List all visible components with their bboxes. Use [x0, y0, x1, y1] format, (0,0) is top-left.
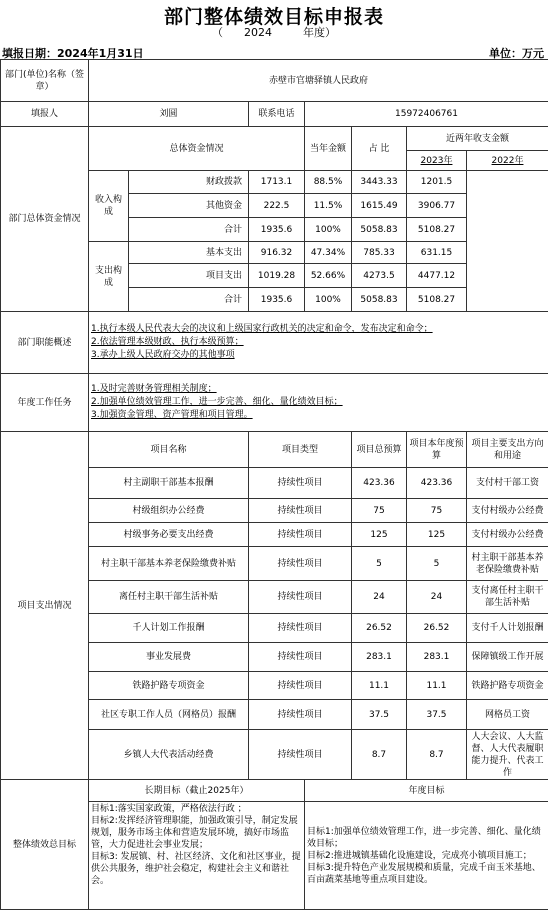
year1-label: 2023年	[407, 151, 467, 171]
project-type: 持续性项目	[249, 468, 352, 499]
tasks-label: 年度工作任务	[1, 374, 89, 432]
tasks-list	[89, 374, 548, 432]
annual-goal-item: 目标1:加强单位绩效管理工作，进一步完善、细化、量化绩效目标；	[307, 826, 541, 849]
income-ratio: 11.5%	[305, 194, 352, 218]
performance-form-table	[0, 59, 548, 910]
expense-y1: 785.33	[352, 242, 407, 264]
expense-label: 支出构成	[89, 242, 129, 312]
expense-ratio: 52.66%	[305, 264, 352, 288]
project-type: 持续性项目	[249, 581, 352, 614]
income-y2: 3906.77	[407, 194, 467, 218]
functions-label: 部门职能概述	[1, 312, 89, 374]
income-amount: 1713.1	[249, 171, 305, 194]
project-type: 持续性项目	[249, 730, 352, 780]
project-year: 75	[407, 499, 467, 523]
project-year: 8.7	[407, 730, 467, 780]
expense-y1: 5058.83	[352, 288, 407, 312]
long-goal-label: 长期目标（截止2025年）	[89, 780, 305, 802]
subtitle-close: 年度）	[303, 26, 336, 39]
form-year: 2024	[244, 26, 272, 39]
function-item: 1.执行本级人民代表大会的决议和上级国家行政机关的决定和命令，发布决定和命令；	[91, 324, 433, 334]
project-purpose: 支付村级办公经费	[467, 499, 548, 523]
project-total: 75	[352, 499, 407, 523]
dept-label: 部门(单位)名称（签章）	[1, 60, 89, 102]
long-goal-item: 目标2:发挥经济管理职能，加强政策引导，制定发展规划，服务市场主体和营造发展环境，搞好市场监管，大力促进社会事业发展；	[91, 816, 298, 850]
unit-label: 单位：万元	[489, 47, 544, 60]
expense-amount: 1935.6	[249, 288, 305, 312]
task-item: 2.加强单位绩效管理工作，进一步完善、细化、量化绩效目标；	[91, 397, 343, 407]
project-name: 村主职干部基本养老保险缴费补贴	[89, 547, 249, 581]
income-label: 收入构成	[89, 171, 129, 242]
project-name: 乡镇人大代表活动经费	[89, 730, 249, 780]
project-type: 持续性项目	[249, 614, 352, 643]
funds-section-label: 部门总体资金情况	[1, 127, 89, 312]
ratio-label: 占 比	[352, 127, 407, 171]
funds-overall-label: 总体资金情况	[89, 127, 305, 171]
expense-ratio: 100%	[305, 288, 352, 312]
project-name: 村主副职干部基本报酬	[89, 468, 249, 499]
project-total: 11.1	[352, 672, 407, 700]
form-title: 部门整体绩效目标申报表	[163, 6, 384, 28]
long-goal-item: 目标3: 发展镇、村、社区经济、文化和社区事业，提供公共服务，维护社会稳定，构建社会主义和谐社会。	[91, 852, 301, 886]
project-purpose: 保障镇级工作开展	[467, 643, 548, 672]
project-year: 125	[407, 523, 467, 547]
annual-goal-item: 目标2:推进城镇基础化设施建设，完成亮小镇项目施工；	[307, 850, 532, 861]
subtitle-open: （	[212, 26, 223, 39]
project-purpose: 村主职干部基本养老保险缴费补贴	[467, 547, 548, 581]
project-name: 事业发展费	[89, 643, 249, 672]
expense-ratio: 47.34%	[305, 242, 352, 264]
functions-row	[1, 312, 548, 374]
expense-name: 项目支出	[129, 264, 249, 288]
income-y1: 3443.33	[352, 171, 407, 194]
project-year: 26.52	[407, 614, 467, 643]
expense-y2: 5108.27	[407, 288, 467, 312]
phone-value: 15972406761	[305, 102, 548, 127]
income-y1: 1615.49	[352, 194, 407, 218]
project-name-header: 项目名称	[89, 432, 249, 468]
project-type: 持续性项目	[249, 700, 352, 730]
phone-label: 联系电话	[249, 102, 305, 127]
dept-name: 赤壁市官塘驿镇人民政府	[89, 60, 548, 102]
project-name: 村级事务必要支出经费	[89, 523, 249, 547]
project-type: 持续性项目	[249, 499, 352, 523]
project-total-header: 项目总预算	[352, 432, 407, 468]
project-total: 423.36	[352, 468, 407, 499]
project-year: 37.5	[407, 700, 467, 730]
expense-name: 合计	[129, 288, 249, 312]
expense-amount: 916.32	[249, 242, 305, 264]
income-ratio: 88.5%	[305, 171, 352, 194]
projects-label: 项目支出情况	[1, 432, 89, 780]
contact-row	[1, 102, 548, 127]
project-total: 283.1	[352, 643, 407, 672]
project-year: 283.1	[407, 643, 467, 672]
income-y1: 5058.83	[352, 218, 407, 242]
filler-label: 填报人	[1, 102, 89, 127]
project-purpose: 铁路护路专项资金	[467, 672, 548, 700]
task-item: 1.及时完善财务管理相关制度；	[91, 384, 217, 394]
functions-list	[89, 312, 548, 374]
project-purpose: 人大会议、人大监督、人大代表履职能力提升、代表工作	[467, 730, 548, 780]
goals-label: 整体绩效总目标	[1, 780, 89, 910]
project-year: 11.1	[407, 672, 467, 700]
fill-date: 填报日期：2024年1月31日	[2, 47, 144, 60]
project-purpose: 支付离任村主职干部生活补贴	[467, 581, 548, 614]
goals-header-row	[1, 780, 548, 802]
project-name: 离任村主职干部生活补贴	[89, 581, 249, 614]
project-total: 24	[352, 581, 407, 614]
project-purpose: 支付村干部工资	[467, 468, 548, 499]
income-name: 财政拨款	[129, 171, 249, 194]
annual-goal-item: 目标3:提升特色产业发展规模和质量，完成千亩玉米基地、百亩蔬菜基地等重点项目建设。	[307, 862, 541, 885]
function-item: 3.承办上级人民政府交办的其他事项	[91, 350, 235, 360]
project-purpose: 支付村级办公经费	[467, 523, 548, 547]
annual-goal-list	[305, 802, 548, 910]
project-year: 24	[407, 581, 467, 614]
expense-amount: 1019.28	[249, 264, 305, 288]
project-type-header: 项目类型	[249, 432, 352, 468]
funds-header-row	[1, 127, 548, 151]
project-name: 村级组织办公经费	[89, 499, 249, 523]
income-amount: 222.5	[249, 194, 305, 218]
tasks-row	[1, 374, 548, 432]
project-purpose-header: 项目主要支出方向和用途	[467, 432, 548, 468]
project-year-header: 项目本年度预算	[407, 432, 467, 468]
project-total: 5	[352, 547, 407, 581]
expense-y1: 4273.5	[352, 264, 407, 288]
income-ratio: 100%	[305, 218, 352, 242]
project-total: 26.52	[352, 614, 407, 643]
project-year: 5	[407, 547, 467, 581]
dept-row	[1, 60, 548, 102]
project-purpose: 网格员工资	[467, 700, 548, 730]
income-y2: 5108.27	[407, 218, 467, 242]
project-year: 423.36	[407, 468, 467, 499]
expense-y2: 631.15	[407, 242, 467, 264]
income-y2: 1201.5	[407, 171, 467, 194]
expense-name: 基本支出	[129, 242, 249, 264]
long-goal-list	[89, 802, 305, 910]
annual-goal-label: 年度目标	[305, 780, 548, 802]
project-name: 社区专职工作人员（网格员）报酬	[89, 700, 249, 730]
long-goal-item: 目标1:落实国家政策，严格依法行政 ；	[91, 804, 247, 814]
project-type: 持续性项目	[249, 523, 352, 547]
recent-label: 近两年收支金额	[407, 127, 548, 151]
project-name: 千人计划工作报酬	[89, 614, 249, 643]
project-total: 125	[352, 523, 407, 547]
project-purpose: 支付千人计划报酬	[467, 614, 548, 643]
task-item: 3.加强资金管理、资产管理和项目管理。	[91, 410, 253, 420]
project-type: 持续性项目	[249, 672, 352, 700]
income-name: 其他资金	[129, 194, 249, 218]
income-amount: 1935.6	[249, 218, 305, 242]
form-year-line	[0, 24, 548, 40]
project-type: 持续性项目	[249, 643, 352, 672]
project-total: 37.5	[352, 700, 407, 730]
function-item: 2.依法管理本级财政、执行本级预算；	[91, 337, 244, 347]
income-name: 合计	[129, 218, 249, 242]
budget-label: 当年金额	[305, 127, 352, 171]
expense-y2: 4477.12	[407, 264, 467, 288]
project-type: 持续性项目	[249, 547, 352, 581]
project-total: 8.7	[352, 730, 407, 780]
projects-header-row	[1, 432, 548, 468]
filler-name: 刘圆	[89, 102, 249, 127]
project-name: 铁路护路专项资金	[89, 672, 249, 700]
year2-label: 2022年	[467, 151, 548, 171]
